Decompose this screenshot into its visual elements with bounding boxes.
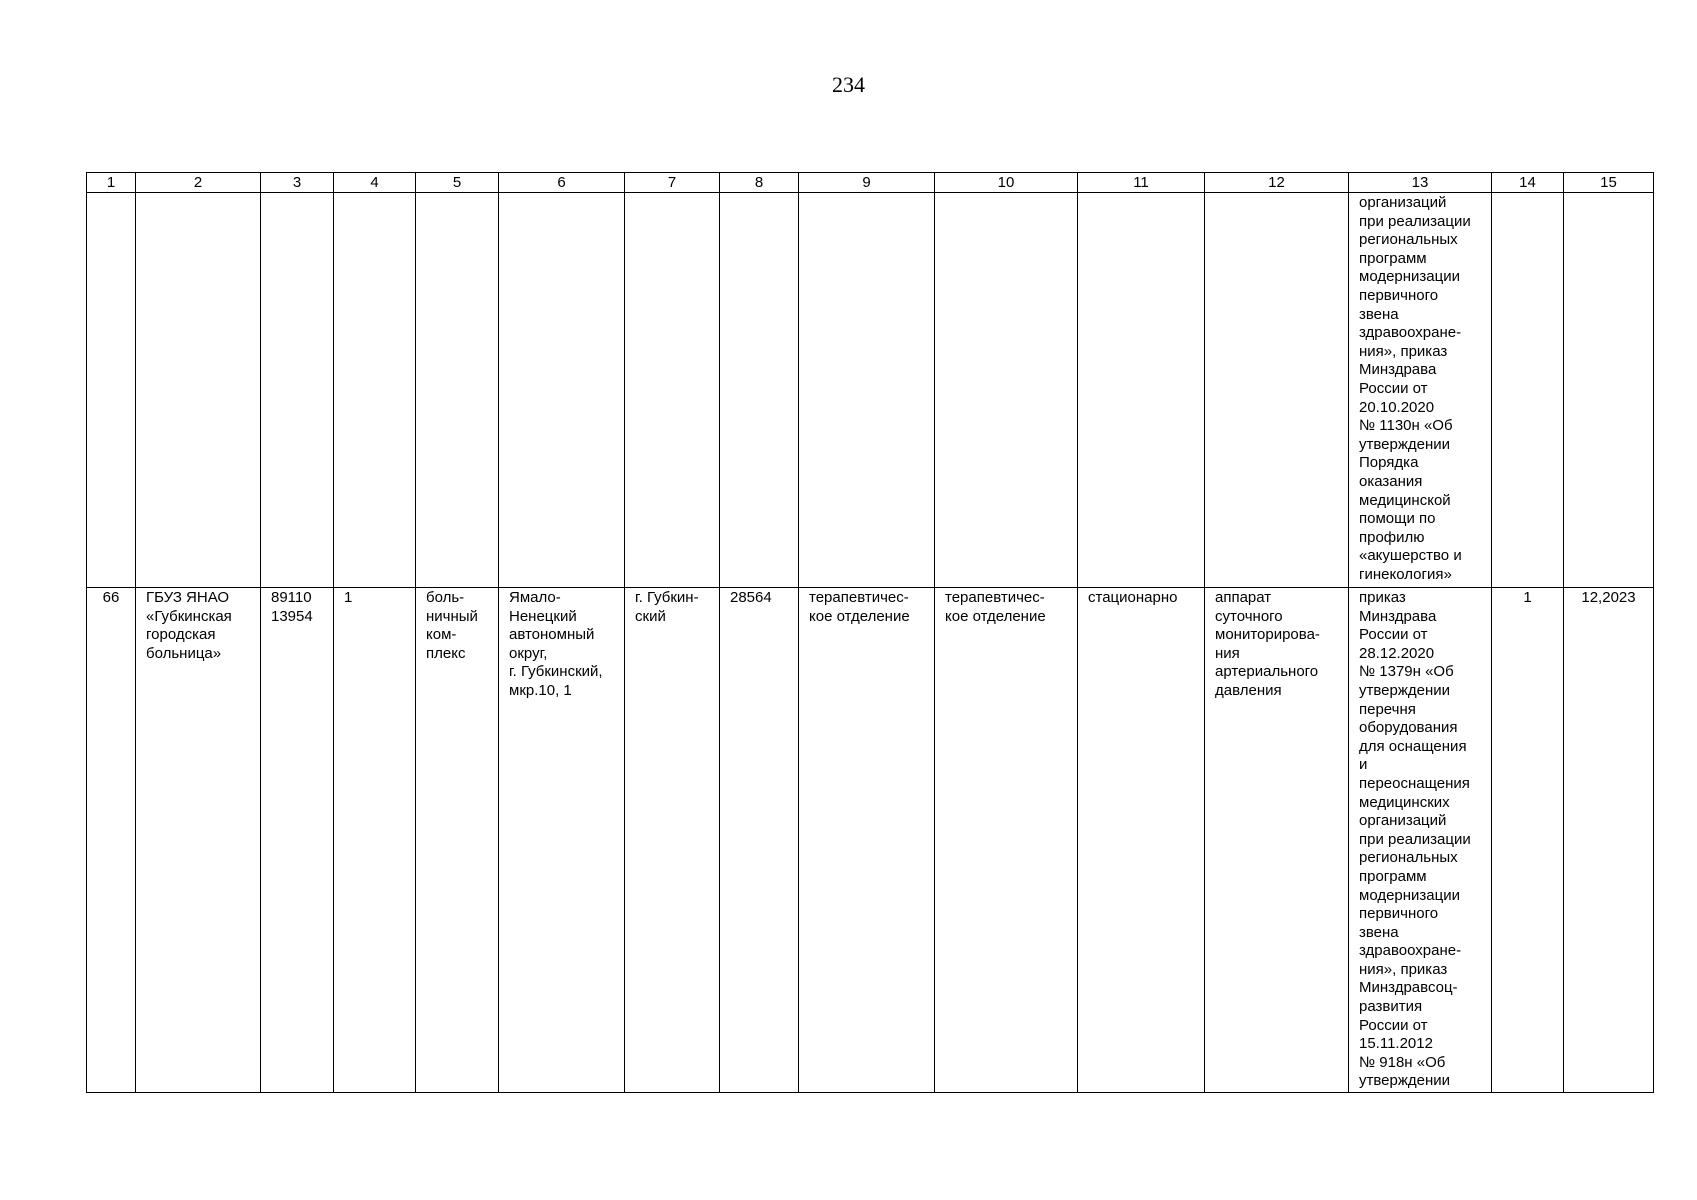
count-cell: 1 xyxy=(334,588,416,1093)
column-number-11: 11 xyxy=(1078,173,1205,193)
inn-cell: 89110 13954 xyxy=(261,588,334,1093)
table-cell xyxy=(334,193,416,588)
care-mode-cell: стационарно xyxy=(1078,588,1205,1093)
table-cell xyxy=(261,193,334,588)
column-number-6: 6 xyxy=(499,173,625,193)
table-cell xyxy=(87,193,136,588)
column-number-15: 15 xyxy=(1564,173,1654,193)
column-number-1: 1 xyxy=(87,173,136,193)
population-cell: 28564 xyxy=(720,588,799,1093)
table-cell xyxy=(935,193,1078,588)
row-number-cell: 66 xyxy=(87,588,136,1093)
page-number: 234 xyxy=(832,72,865,97)
building-type-cell: боль- ничный ком- плекс xyxy=(416,588,499,1093)
table-cell xyxy=(136,193,261,588)
table-cell xyxy=(416,193,499,588)
column-number-7: 7 xyxy=(625,173,720,193)
table-cell xyxy=(1564,193,1654,588)
column-number-row xyxy=(87,173,1654,193)
regulation-cell: приказ Минздрава России от 28.12.2020 № 1379н «Об утверждении перечня оборудования для оснащения и переоснащения медицинских организаций при реализации региональных программ модернизации первичного звена здравоохране- ния», приказ Минздравсоц- развития России от 15.11.2012 № 918н «Об утверждении xyxy=(1349,588,1492,1093)
equipment-cell: аппарат суточного мониторирова- ния артериального давления xyxy=(1205,588,1349,1093)
equipment-table xyxy=(86,172,1654,1093)
column-number-8: 8 xyxy=(720,173,799,193)
column-number-2: 2 xyxy=(136,173,261,193)
continuation-row xyxy=(87,193,1654,588)
column-number-14: 14 xyxy=(1492,173,1564,193)
table-cell xyxy=(799,193,935,588)
column-number-13: 13 xyxy=(1349,173,1492,193)
table-cell xyxy=(499,193,625,588)
department-profile-cell: терапевтичес- кое отделение xyxy=(935,588,1078,1093)
column-number-9: 9 xyxy=(799,173,935,193)
column-number-3: 3 xyxy=(261,173,334,193)
date-cell: 12,2023 xyxy=(1564,588,1654,1093)
address-cell: Ямало- Ненецкий автономный округ, г. Губкинский, мкр.10, 1 xyxy=(499,588,625,1093)
table-cell xyxy=(1492,193,1564,588)
table-row xyxy=(87,588,1654,1093)
column-number-10: 10 xyxy=(935,173,1078,193)
table-cell xyxy=(1205,193,1349,588)
organization-cell: ГБУЗ ЯНАО «Губкинская городская больница» xyxy=(136,588,261,1093)
municipality-cell: г. Губкин- ский xyxy=(625,588,720,1093)
column-number-12: 12 xyxy=(1205,173,1349,193)
department-cell: терапевтичес- кое отделение xyxy=(799,588,935,1093)
column-number-4: 4 xyxy=(334,173,416,193)
quantity-cell: 1 xyxy=(1492,588,1564,1093)
table-cell xyxy=(1078,193,1205,588)
table-cell xyxy=(720,193,799,588)
table-cell xyxy=(625,193,720,588)
column-number-5: 5 xyxy=(416,173,499,193)
regulation-cell: организаций при реализации региональных программ модернизации первичного звена здравоохране- ния», приказ Минздрава России от 20.10.2020 № 1130н «Об утверждении Порядка оказания медицинской помощи по профилю «акушерство и гинекология» xyxy=(1349,193,1492,588)
